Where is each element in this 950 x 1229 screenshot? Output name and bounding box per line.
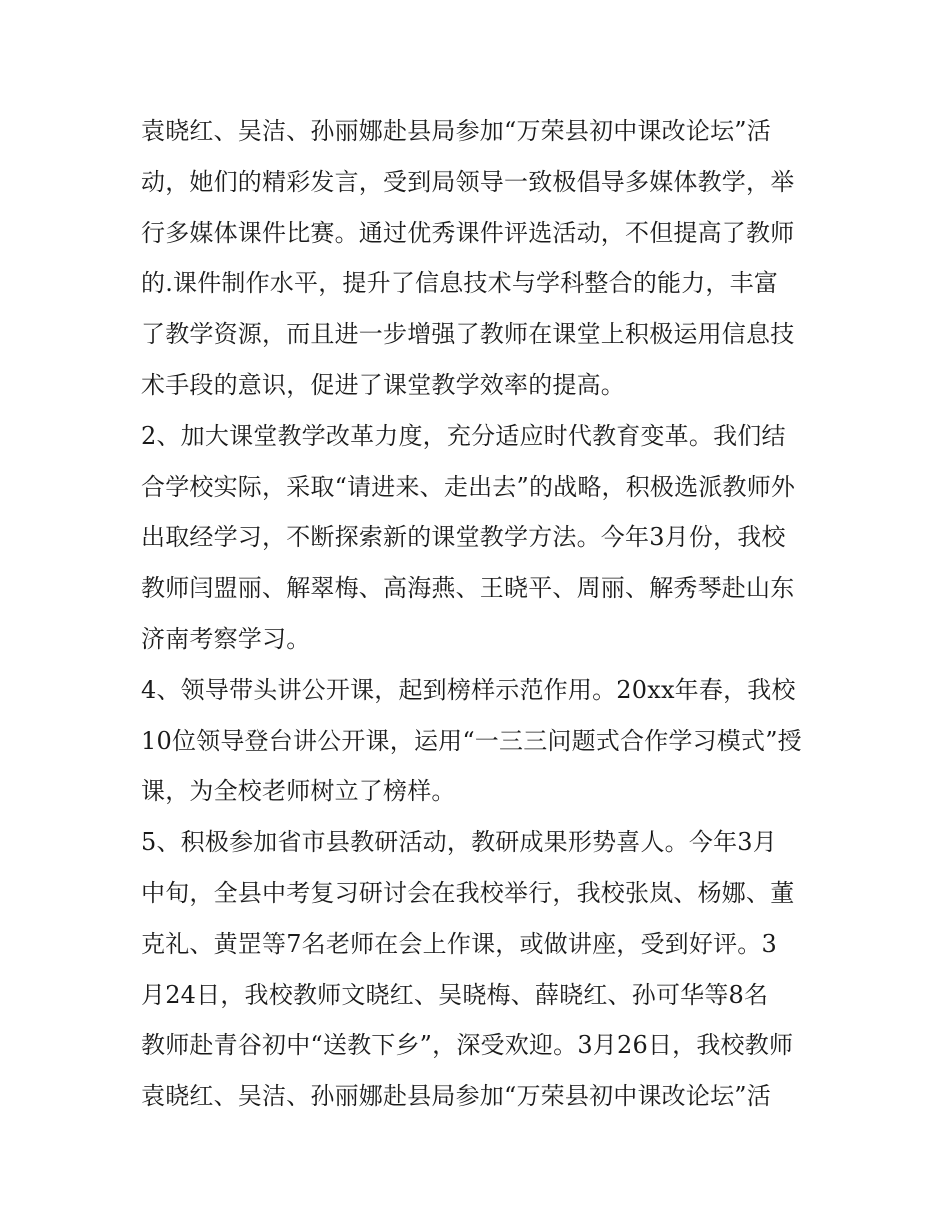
text-line: 济南考察学习。 — [141, 624, 311, 653]
text-line: 克礼、黄罡等7名老师在会上作课，或做讲座，受到好评。3 — [141, 929, 777, 958]
text-line: 动，她们的精彩发言，受到局领导一致极倡导多媒体教学，举 — [141, 167, 795, 196]
text-line: 术手段的意识，促进了课堂教学效率的提高。 — [141, 370, 625, 399]
text-line: 合学校实际，采取“请进来、走出去”的战略，积极选派教师外 — [141, 472, 796, 501]
text-line: 出取经学习，不断探索新的课堂教学方法。今年3月份，我校 — [141, 523, 786, 552]
text-line: 课，为全校老师树立了榜样。 — [141, 777, 456, 806]
text-line: 月24日，我校教师文晓红、吴晓梅、薛晓红、孙可华等8名 — [141, 980, 769, 1009]
text-line: 5、积极参加省市县教研活动，教研成果形势喜人。今年3月 — [141, 828, 777, 857]
text-line: 了教学资源，而且进一步增强了教师在课堂上积极运用信息技 — [141, 320, 795, 349]
text-line: 行多媒体课件比赛。通过优秀课件评选活动，不但提高了教师 — [141, 218, 795, 247]
text-line: 的.课件制作水平，提升了信息技术与学科整合的能力，丰富 — [141, 269, 779, 298]
text-line: 袁晓红、吴洁、孙丽娜赴县局参加“万荣县初中课改论坛”活 — [141, 1082, 771, 1111]
text-line: 袁晓红、吴洁、孙丽娜赴县局参加“万荣县初中课改论坛”活 — [141, 117, 771, 145]
text-line: 教师赴青谷初中“送教下乡”，深受欢迎。3月26日，我校教师 — [141, 1031, 794, 1060]
text-line: 2、加大课堂教学改革力度，充分适应时代教育变革。我们结 — [141, 421, 786, 450]
text-line: 教师闫盟丽、解翠梅、高海燕、王晓平、周丽、解秀琴赴山东 — [141, 574, 795, 603]
text-line: 4、领导带头讲公开课，起到榜样示范作用。20xx年春，我校 — [141, 675, 796, 704]
text-line: 10位领导登台讲公开课，运用“一三三问题式合作学习模式”授 — [141, 726, 802, 755]
document-body — [141, 106, 821, 1122]
text-line: 中旬，全县中考复习研讨会在我校举行，我校张岚、杨娜、董 — [141, 878, 795, 907]
